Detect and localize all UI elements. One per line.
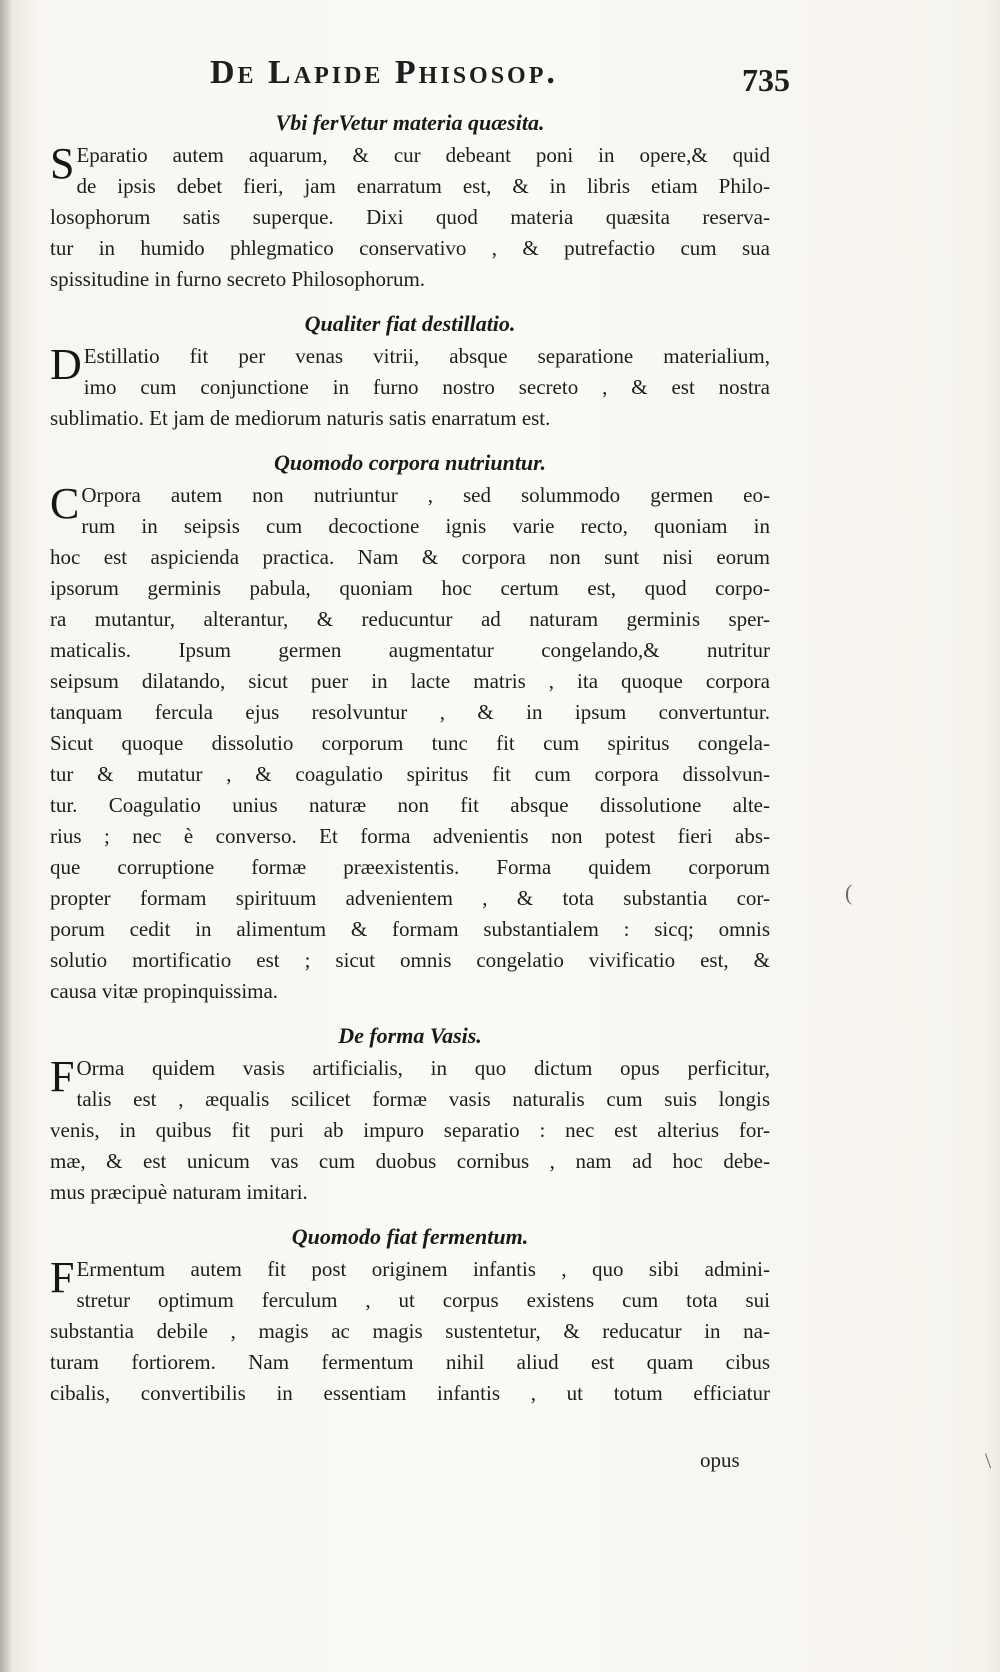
catchword: opus [700, 1448, 740, 1472]
paper-mark: \ [985, 1448, 992, 1473]
text-line: tur in humido phlegmatico conservativo , & putrefactio cum sua [50, 236, 770, 260]
section-3 [50, 446, 770, 1007]
section-2 [50, 307, 770, 434]
initial-letter: F [50, 1253, 75, 1302]
text-line: Eparatio autem aquarum, & cur debeant poni in opere,& quid [76, 143, 770, 167]
text-line: tur. Coagulatio unius naturæ non fit absque dissolutione alte- [50, 793, 770, 817]
text-line: talis est , æqualis scilicet formæ vasis naturalis cum suis longis [76, 1087, 770, 1111]
text-line: mus præcipuè naturam imitari. [50, 1180, 308, 1204]
text-line: Orma quidem vasis artificialis, in quo dictum opus perficitur, [76, 1056, 770, 1080]
text-line: substantia debile , magis ac magis sustentetur, & reducatur in na- [50, 1319, 770, 1343]
text-line: turam fortiorem. Nam fermentum nihil aliud est quam cibus [50, 1350, 770, 1374]
paragraph [50, 140, 770, 295]
text-line: ipsorum germinis pabula, quoniam hoc certum est, quod corpo- [50, 576, 770, 600]
paragraph [50, 1053, 770, 1208]
text-line: ra mutantur, alterantur, & reducuntur ad naturam germinis sper- [50, 607, 770, 631]
page-number: 735 [742, 62, 790, 98]
initial-letter: F [50, 1052, 75, 1101]
text-line: losophorum satis superque. Dixi quod materia quæsita reserva- [50, 205, 770, 229]
section-1 [50, 106, 770, 295]
text-line: mæ, & est unicum vas cum duobus cornibus , nam ad hoc debe- [50, 1149, 770, 1173]
section-heading: Quomodo fiat fermentum. [291, 1224, 529, 1249]
section-heading: Vbi ferVetur materia quæsita. [275, 110, 545, 135]
text-line: propter formam spirituum advenientem , & tota substantia cor- [50, 886, 770, 910]
text-line: seipsum dilatando, sicut puer in lacte matris , ita quoque corpora [50, 669, 770, 693]
text-line: Estillatio fit per venas vitrii, absque separatione materialium, [83, 344, 770, 368]
section-heading: Qualiter fiat destillatio. [304, 311, 516, 336]
text-line: Orpora autem non nutriuntur , sed solummodo germen eo- [81, 483, 770, 507]
binding-shadow [0, 0, 12, 1672]
text-line: tur & mutatur , & coagulatio spiritus fit cum corpora dissolvun- [50, 762, 770, 786]
initial-letter: C [50, 479, 80, 528]
paragraph [50, 480, 770, 1007]
text-line: porum cedit in alimentum & formam substantialem : sicq; omnis [50, 917, 770, 941]
text-line: solutio mortificatio est ; sicut omnis congelatio vivificatio est, & [50, 948, 770, 972]
text-line: stretur optimum ferculum , ut corpus existens cum tota sui [76, 1288, 770, 1312]
paper-mark: ( [845, 880, 853, 905]
text-line: rius ; nec è converso. Et forma advenientis non potest fieri abs- [50, 824, 770, 848]
running-title: De Lapide Phisosop. [210, 54, 558, 91]
section-heading: De forma Vasis. [338, 1023, 482, 1048]
text-line: de ipsis debet fieri, jam enarratum est, & in libris etiam Philo- [76, 174, 770, 198]
text-line: tanquam fercula ejus resolvuntur , & in ipsum convertuntur. [50, 700, 770, 724]
section-5 [50, 1220, 770, 1409]
section-heading: Quomodo corpora nutriuntur. [273, 450, 547, 475]
text-line: sublimatio. Et jam de mediorum naturis satis enarratum est. [50, 406, 551, 430]
text-line: causa vitæ propinquissima. [50, 979, 279, 1003]
text-line: maticalis. Ipsum germen augmentatur congelando,& nutritur [50, 638, 770, 662]
text-line: spissitudine in furno secreto Philosophorum. [50, 267, 426, 291]
paragraph [50, 341, 770, 434]
text-block [50, 106, 770, 1421]
text-line: hoc est aspicienda practica. Nam & corpora non sunt nisi eorum [50, 545, 770, 569]
text-line: que corruptione formæ præexistentis. Forma quidem corporum [50, 855, 770, 879]
section-4 [50, 1019, 770, 1208]
paragraph [50, 1254, 770, 1409]
text-line: rum in seipsis cum decoctione ignis varie recto, quoniam in [81, 514, 770, 538]
initial-letter: D [50, 340, 82, 389]
text-line: Sicut quoque dissolutio corporum tunc fit cum spiritus congela- [50, 731, 770, 755]
text-line: cibalis, convertibilis in essentiam infantis , ut totum efficiatur [50, 1381, 770, 1405]
text-line: venis, in quibus fit puri ab impuro separatio : nec est alterius for- [50, 1118, 770, 1142]
text-line: imo cum conjunctione in furno nostro secreto , & est nostra [83, 375, 770, 399]
initial-letter: S [50, 139, 75, 188]
text-line: Ermentum autem fit post originem infantis , quo sibi admini- [76, 1257, 770, 1281]
